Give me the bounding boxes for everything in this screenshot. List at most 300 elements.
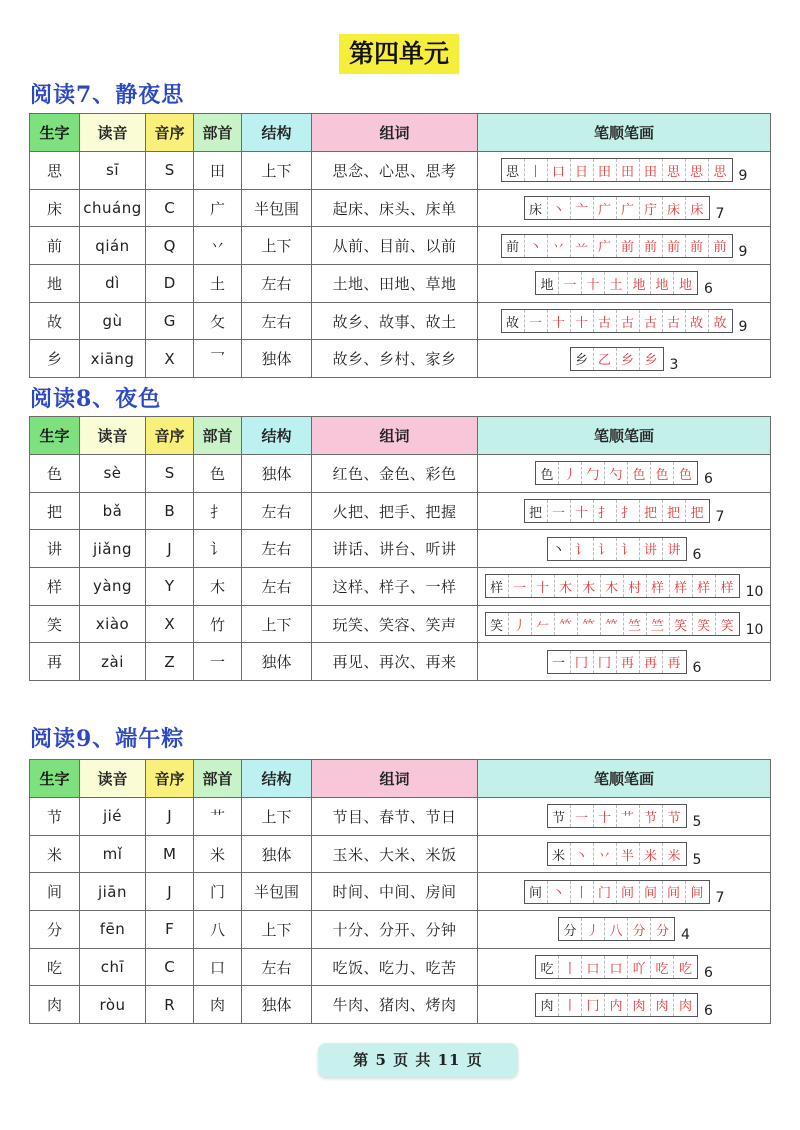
cell-words: 吃饭、吃力、吃苦 [312,948,478,986]
stroke-step [617,500,640,522]
cell-radical: 肉 [194,986,242,1024]
stroke-step [571,310,594,332]
stroke-glyph: 内 [609,999,623,1015]
table-row [30,455,771,493]
cell-radical: 米 [194,835,242,873]
stroke-step [548,500,571,522]
stroke-glyph: 扌 [621,505,635,521]
stroke-glyph: 把 [667,505,681,521]
header-radical: 部首 [194,417,242,455]
cell-structure: 左右 [242,265,312,303]
header-structure: 结构 [242,417,312,455]
stroke-glyph: 丶 [575,848,589,864]
stroke-step [663,843,686,865]
stroke-glyph: 广 [598,240,612,256]
stroke-count: 6 [704,471,713,488]
stroke-order-group [501,156,748,184]
stroke-step [716,613,739,635]
stroke-boxes [535,271,698,295]
stroke-glyph: 十 [586,277,600,293]
stroke-step [693,613,716,635]
cell-structure: 半包围 [242,189,312,227]
table-row [30,530,771,568]
table-row [30,227,771,265]
table-row [30,152,771,190]
stroke-step [605,462,628,484]
stroke-boxes [501,158,733,182]
stroke-glyph: 广 [621,202,635,218]
cell-char: 肉 [30,986,80,1024]
page-title: 第四单元 [339,34,459,74]
stroke-boxes [547,804,687,828]
stroke-step [640,843,663,865]
stroke-step [548,881,571,903]
stroke-glyph: 一 [575,810,589,826]
stroke-step [628,956,651,978]
stroke-glyph: 乡 [644,353,658,369]
cell-words: 牛肉、猪肉、烤肉 [312,986,478,1024]
cell-strokes [478,798,771,836]
cell-char: 分 [30,911,80,949]
cell-structure: 独体 [242,835,312,873]
stroke-glyph: 床 [667,202,681,218]
cell-radical: 艹 [194,798,242,836]
cell-pinyin: yàng [80,568,146,606]
stroke-glyph: 丨 [563,999,577,1015]
stroke-step [647,575,670,597]
stroke-step [571,881,594,903]
header-char: 生字 [30,417,80,455]
stroke-glyph: 木 [559,580,573,596]
stroke-glyph: 思 [506,164,520,180]
stroke-glyph: 米 [552,848,566,864]
stroke-step [617,843,640,865]
cell-strokes [478,302,771,340]
stroke-step [578,575,601,597]
stroke-glyph: 丶 [552,886,566,902]
stroke-step [571,348,594,370]
cell-pinyin: mǐ [80,835,146,873]
stroke-glyph: 故 [713,315,727,331]
cell-order: F [146,911,194,949]
cell-structure: 左右 [242,302,312,340]
stroke-step [686,197,709,219]
stroke-glyph: 前 [506,240,520,256]
stroke-step [617,881,640,903]
cell-strokes [478,227,771,265]
stroke-step [536,994,559,1016]
stroke-count: 6 [704,1002,713,1019]
stroke-step [651,918,674,940]
cell-structure: 左右 [242,530,312,568]
stroke-step [670,575,693,597]
stroke-glyph: 吖 [632,961,646,977]
cell-strokes [478,530,771,568]
stroke-glyph: 肉 [679,999,693,1015]
cell-words: 土地、田地、草地 [312,265,478,303]
stroke-boxes [535,993,698,1017]
stroke-order-group [535,459,713,487]
stroke-step [555,575,578,597]
cell-char: 把 [30,492,80,530]
stroke-glyph: 丶 [552,202,566,218]
cell-pinyin: zài [80,643,146,681]
stroke-step [559,462,582,484]
stroke-step [709,159,732,181]
stroke-step [525,500,548,522]
stroke-step [640,310,663,332]
cell-structure: 上下 [242,911,312,949]
stroke-glyph: 一 [513,580,527,596]
stroke-step [617,348,640,370]
stroke-count: 5 [692,814,702,831]
cell-strokes [478,986,771,1024]
cell-order: Y [146,568,194,606]
stroke-step [624,575,647,597]
header-order: 音序 [146,114,194,152]
cell-structure: 左右 [242,492,312,530]
cell-order: D [146,265,194,303]
stroke-glyph: 前 [713,240,727,256]
table-row [30,643,771,681]
stroke-glyph: 讠 [621,543,635,559]
stroke-step [571,500,594,522]
stroke-step [582,462,605,484]
stroke-step [594,651,617,673]
stroke-glyph: 勺 [609,467,623,483]
stroke-step [578,613,601,635]
stroke-step [647,613,670,635]
cell-radical: 八 [194,911,242,949]
cell-radical: 广 [194,189,242,227]
stroke-glyph: 床 [529,202,543,218]
stroke-count: 10 [745,622,764,639]
header-words: 组词 [312,114,478,152]
stroke-glyph: 肉 [655,999,669,1015]
stroke-step [640,805,663,827]
stroke-count: 9 [738,243,748,260]
stroke-boxes [485,612,740,636]
stroke-glyph: 𠂉 [536,618,550,634]
stroke-glyph: 色 [679,467,693,483]
table-row [30,835,771,873]
stroke-step [663,310,686,332]
table-row [30,605,771,643]
cell-words: 节目、春节、节日 [312,798,478,836]
stroke-glyph: 色 [540,467,554,483]
stroke-step [628,272,651,294]
stroke-glyph: 口 [552,164,566,180]
header-order: 音序 [146,760,194,798]
stroke-glyph: 十 [536,580,550,596]
stroke-boxes [501,309,733,333]
cell-pinyin: jiǎng [80,530,146,568]
stroke-step [571,651,594,673]
cell-radical: 丷 [194,227,242,265]
stroke-glyph: 间 [690,886,704,902]
stroke-glyph: 吃 [540,961,554,977]
stroke-step [571,805,594,827]
stroke-glyph: 把 [690,505,704,521]
stroke-glyph: 𥫗 [559,618,573,634]
table-header-row [30,760,771,798]
stroke-glyph: 再 [667,656,681,672]
header-strokes: 笔顺笔画 [478,114,771,152]
stroke-step [628,918,651,940]
stroke-glyph: 丶 [552,543,566,559]
stroke-step [640,159,663,181]
cell-strokes [478,340,771,378]
stroke-glyph: 地 [540,277,554,293]
stroke-step [716,575,739,597]
stroke-step [536,956,559,978]
stroke-order-group [535,991,713,1019]
stroke-step [674,462,697,484]
stroke-step [617,538,640,560]
stroke-glyph: 丨 [529,164,543,180]
stroke-glyph: 故 [506,315,520,331]
stroke-step [663,538,686,560]
cell-structure: 独体 [242,340,312,378]
stroke-step [525,159,548,181]
stroke-step [594,500,617,522]
stroke-glyph: 丷 [598,848,612,864]
stroke-glyph: 笑 [720,618,734,634]
stroke-step [548,197,571,219]
cell-radical: 攵 [194,302,242,340]
stroke-boxes [535,955,698,979]
stroke-glyph: 十 [575,505,589,521]
table-header-row [30,417,771,455]
cell-char: 色 [30,455,80,493]
stroke-order-group [535,953,713,981]
header-pinyin: 读音 [80,114,146,152]
cell-strokes [478,643,771,681]
stroke-glyph: 讲 [644,543,658,559]
stroke-step [525,310,548,332]
cell-pinyin: xiāng [80,340,146,378]
stroke-step [674,956,697,978]
stroke-step [640,538,663,560]
cell-char: 前 [30,227,80,265]
stroke-glyph: 木 [605,580,619,596]
character-table [29,113,771,378]
cell-char: 乡 [30,340,80,378]
stroke-glyph: 丿 [513,618,527,634]
stroke-boxes [524,196,710,220]
cell-structure: 左右 [242,948,312,986]
stroke-order-group [524,878,725,906]
section-title: 阅读7、静夜思 [30,82,185,108]
table-row [30,492,771,530]
cell-order: Q [146,227,194,265]
stroke-step [548,159,571,181]
cell-char: 米 [30,835,80,873]
stroke-glyph: 间 [667,886,681,902]
stroke-step [640,500,663,522]
stroke-step [571,538,594,560]
cell-strokes [478,605,771,643]
stroke-glyph: 丨 [575,886,589,902]
stroke-glyph: 䒑 [575,240,589,256]
stroke-glyph: 竺 [651,618,665,634]
stroke-glyph: 口 [609,961,623,977]
stroke-glyph: 乡 [621,353,635,369]
stroke-step [663,159,686,181]
stroke-order-group [547,802,702,830]
stroke-step [582,994,605,1016]
stroke-glyph: 米 [644,848,658,864]
stroke-glyph: 前 [621,240,635,256]
stroke-glyph: 笑 [697,618,711,634]
stroke-step [559,272,582,294]
stroke-step [628,462,651,484]
cell-structure: 左右 [242,568,312,606]
stroke-glyph: 地 [632,277,646,293]
stroke-step [571,843,594,865]
stroke-step [617,310,640,332]
cell-words: 故乡、乡村、家乡 [312,340,478,378]
stroke-count: 10 [745,584,764,601]
stroke-glyph: 村 [628,580,642,596]
stroke-step [617,197,640,219]
cell-pinyin: jiān [80,873,146,911]
stroke-glyph: 艹 [621,810,635,826]
stroke-step [525,197,548,219]
stroke-boxes [501,234,733,258]
cell-char: 讲 [30,530,80,568]
stroke-glyph: 节 [552,810,566,826]
cell-words: 红色、金色、彩色 [312,455,478,493]
cell-pinyin: gù [80,302,146,340]
stroke-glyph: 间 [621,886,635,902]
stroke-glyph: 一 [552,505,566,521]
table-row [30,302,771,340]
cell-radical: 口 [194,948,242,986]
table-row [30,189,771,227]
stroke-step [582,956,605,978]
stroke-glyph: 前 [644,240,658,256]
stroke-count: 9 [738,168,748,185]
stroke-glyph: 丿 [586,923,600,939]
stroke-glyph: 色 [632,467,646,483]
cell-pinyin: ròu [80,986,146,1024]
stroke-step [594,538,617,560]
stroke-step [559,994,582,1016]
cell-pinyin: chuáng [80,189,146,227]
stroke-order-group [485,572,764,600]
cell-char: 吃 [30,948,80,986]
cell-structure: 半包围 [242,873,312,911]
stroke-step [594,235,617,257]
stroke-step [548,235,571,257]
stroke-step [571,235,594,257]
stroke-glyph: 一 [563,277,577,293]
stroke-glyph: 讠 [598,543,612,559]
cell-radical: 竹 [194,605,242,643]
table-row [30,798,771,836]
stroke-step [605,918,628,940]
stroke-step [617,235,640,257]
stroke-glyph: 地 [655,277,669,293]
stroke-glyph: 一 [552,656,566,672]
cell-radical: 土 [194,265,242,303]
stroke-glyph: 节 [644,810,658,826]
cell-strokes [478,911,771,949]
cell-char: 思 [30,152,80,190]
stroke-step [651,994,674,1016]
stroke-glyph: 一 [529,315,543,331]
stroke-boxes [547,650,687,674]
stroke-glyph: 节 [667,810,681,826]
table-row [30,948,771,986]
stroke-glyph: 肉 [540,999,554,1015]
stroke-glyph: 半 [621,848,635,864]
stroke-count: 6 [704,281,713,298]
table-row [30,568,771,606]
stroke-glyph: 冂 [575,656,589,672]
header-pinyin: 读音 [80,417,146,455]
cell-words: 这样、样子、一样 [312,568,478,606]
cell-char: 节 [30,798,80,836]
cell-order: R [146,986,194,1024]
stroke-glyph: 样 [720,580,734,596]
stroke-step [594,159,617,181]
stroke-count: 6 [704,965,713,982]
stroke-step [594,310,617,332]
table-row [30,340,771,378]
cell-radical: 色 [194,455,242,493]
stroke-glyph: 土 [609,277,623,293]
cell-structure: 独体 [242,643,312,681]
header-strokes: 笔顺笔画 [478,417,771,455]
cell-strokes [478,948,771,986]
cell-words: 火把、把手、把握 [312,492,478,530]
cell-strokes [478,152,771,190]
stroke-step [674,272,697,294]
stroke-step [709,310,732,332]
stroke-step [559,918,582,940]
cell-strokes [478,568,771,606]
stroke-step [640,651,663,673]
header-structure: 结构 [242,114,312,152]
cell-structure: 上下 [242,227,312,265]
stroke-glyph: 样 [697,580,711,596]
stroke-glyph: 把 [529,505,543,521]
stroke-order-group [570,345,679,373]
stroke-glyph: 丶 [529,240,543,256]
stroke-glyph: 𥫗 [605,618,619,634]
cell-words: 起床、床头、床单 [312,189,478,227]
cell-radical: 扌 [194,492,242,530]
stroke-glyph: 十 [575,315,589,331]
stroke-order-group [501,307,748,335]
stroke-glyph: 把 [644,505,658,521]
stroke-step [594,348,617,370]
stroke-glyph: 米 [667,848,681,864]
stroke-step [686,881,709,903]
stroke-step [548,310,571,332]
stroke-step [686,235,709,257]
stroke-step [582,272,605,294]
cell-radical: 乛 [194,340,242,378]
stroke-glyph: 故 [690,315,704,331]
stroke-step [486,575,509,597]
cell-words: 时间、中间、房间 [312,873,478,911]
stroke-glyph: 吃 [679,961,693,977]
cell-words: 思念、心思、思考 [312,152,478,190]
stroke-step [594,805,617,827]
